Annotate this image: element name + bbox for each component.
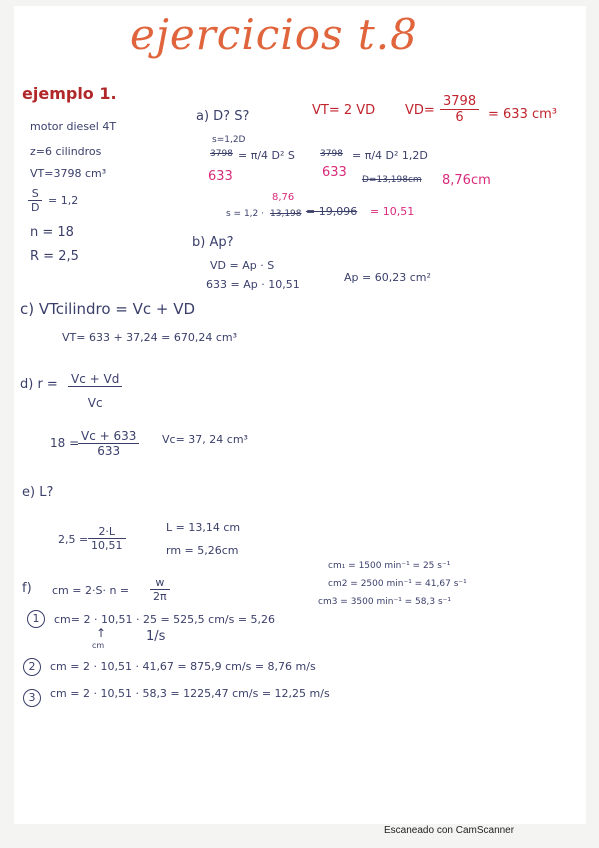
given-r: R = 2,5 <box>30 249 79 264</box>
part-d-label: d) r = <box>20 377 58 392</box>
part-d-eq-numerator: Vc + 633 <box>78 429 139 444</box>
part-b-line2: 633 = Ap · 10,51 <box>206 278 300 291</box>
part-f-omega-numerator: w <box>150 576 170 590</box>
part-a-eq2-struck: 3798 <box>320 149 343 159</box>
part-a-s-result: = 10,51 <box>370 205 415 218</box>
part-d-eq-denominator: 633 <box>97 444 121 458</box>
part-a-vd-result: = 633 cm³ <box>488 107 557 122</box>
part-f-omega-fraction <box>150 576 170 603</box>
page-title: ejercicios t.8 <box>130 10 418 59</box>
part-b-label: b) Ap? <box>192 235 234 250</box>
part-f-row2: cm = 2 · 10,51 · 41,67 = 875,9 cm/s = 8,76 m/s <box>50 660 316 673</box>
part-a-vd-lhs: VD= <box>405 103 435 118</box>
part-b-line1: VD = Ap · S <box>210 259 275 272</box>
part-d-eq-fraction <box>78 429 139 458</box>
part-d-ratio <box>68 372 122 410</box>
given-motor: motor diesel 4T <box>30 120 117 133</box>
part-d-result: Vc= 37, 24 cm³ <box>162 433 248 446</box>
part-f-note-cm: cm <box>92 641 105 650</box>
part-d-denominator: Vc <box>87 396 103 410</box>
part-a-s-relation: s=1,2D <box>212 135 246 145</box>
part-e-lhs: 2,5 = <box>58 533 89 546</box>
part-e-numerator: 2·L <box>88 525 126 539</box>
part-a-eq2-corrected: 633 <box>322 165 347 180</box>
part-e-rm-result: rm = 5,26cm <box>166 544 239 557</box>
given-s-over-d <box>28 187 42 214</box>
part-a-s-struck1: 13,198 <box>270 209 302 219</box>
part-a-eq1-struck: 3798 <box>210 149 233 159</box>
part-e-denominator: 10,51 <box>91 539 123 552</box>
s-over-d-numerator: S <box>28 187 42 201</box>
part-a-d-struck: D=13,198cm <box>362 175 422 185</box>
vd-denominator: 6 <box>455 110 464 125</box>
part-c-calculation: VT= 633 + 37,24 = 670,24 cm³ <box>62 331 238 344</box>
part-a-label: a) D? S? <box>196 109 250 124</box>
part-a-vt-formula: VT= 2 VD <box>312 103 376 118</box>
part-a-s-lhs: s = 1,2 · <box>226 209 264 219</box>
vd-numerator: 3798 <box>440 94 479 110</box>
given-cylinders: z=6 cilindros <box>30 145 102 158</box>
given-total-volume: VT=3798 cm³ <box>30 167 107 180</box>
part-f-cm1-speed: cm₁ = 1500 min⁻¹ = 25 s⁻¹ <box>328 561 451 571</box>
part-f-cm2-speed: cm2 = 2500 min⁻¹ = 41,67 s⁻¹ <box>328 579 467 589</box>
part-a-eq1-corrected: 633 <box>208 169 233 184</box>
given-s-over-d-value: = 1,2 <box>48 194 79 207</box>
part-f-cm3-speed: cm3 = 3500 min⁻¹ = 58,3 s⁻¹ <box>318 597 452 607</box>
given-n: n = 18 <box>30 225 74 240</box>
row-1-marker: 1 <box>27 610 45 628</box>
part-e-l-result: L = 13,14 cm <box>166 521 241 534</box>
part-a-eq1: = π/4 D² S <box>238 149 295 162</box>
part-e-label: e) L? <box>22 485 54 500</box>
scanner-watermark: Escaneado con CamScanner <box>384 825 515 836</box>
part-a-s-above: 8,76 <box>272 192 295 203</box>
part-f-label: f) <box>22 581 32 596</box>
part-d-eq-lhs: 18 = <box>50 436 80 450</box>
part-a-s-struck2: = 19,096 <box>306 205 358 218</box>
part-a-d-result: 8,76cm <box>442 173 491 188</box>
part-f-omega-denominator: 2π <box>153 590 167 603</box>
row-2-marker: 2 <box>23 658 41 676</box>
up-arrow-icon: ↑ <box>96 626 107 640</box>
part-e-fraction <box>88 525 126 552</box>
example-heading: ejemplo 1. <box>22 84 117 103</box>
part-c-label: c) VTcilindro = Vc + VD <box>20 300 196 318</box>
part-a-eq2: = π/4 D² 1,2D <box>352 149 428 162</box>
row-3-marker: 3 <box>23 689 41 707</box>
part-f-formula: cm = 2·S· n = <box>52 584 130 597</box>
s-over-d-denominator: D <box>31 201 40 214</box>
part-f-row1: cm= 2 · 10,51 · 25 = 525,5 cm/s = 5,26 <box>54 613 276 626</box>
part-f-row3: cm = 2 · 10,51 · 58,3 = 1225,47 cm/s = 12,25 m/s <box>50 687 330 700</box>
part-a-vd-fraction <box>440 94 479 125</box>
part-d-numerator: Vc + Vd <box>68 372 122 387</box>
part-b-result: Ap = 60,23 cm² <box>344 271 431 284</box>
part-f-note-per-second: 1/s <box>146 629 166 644</box>
